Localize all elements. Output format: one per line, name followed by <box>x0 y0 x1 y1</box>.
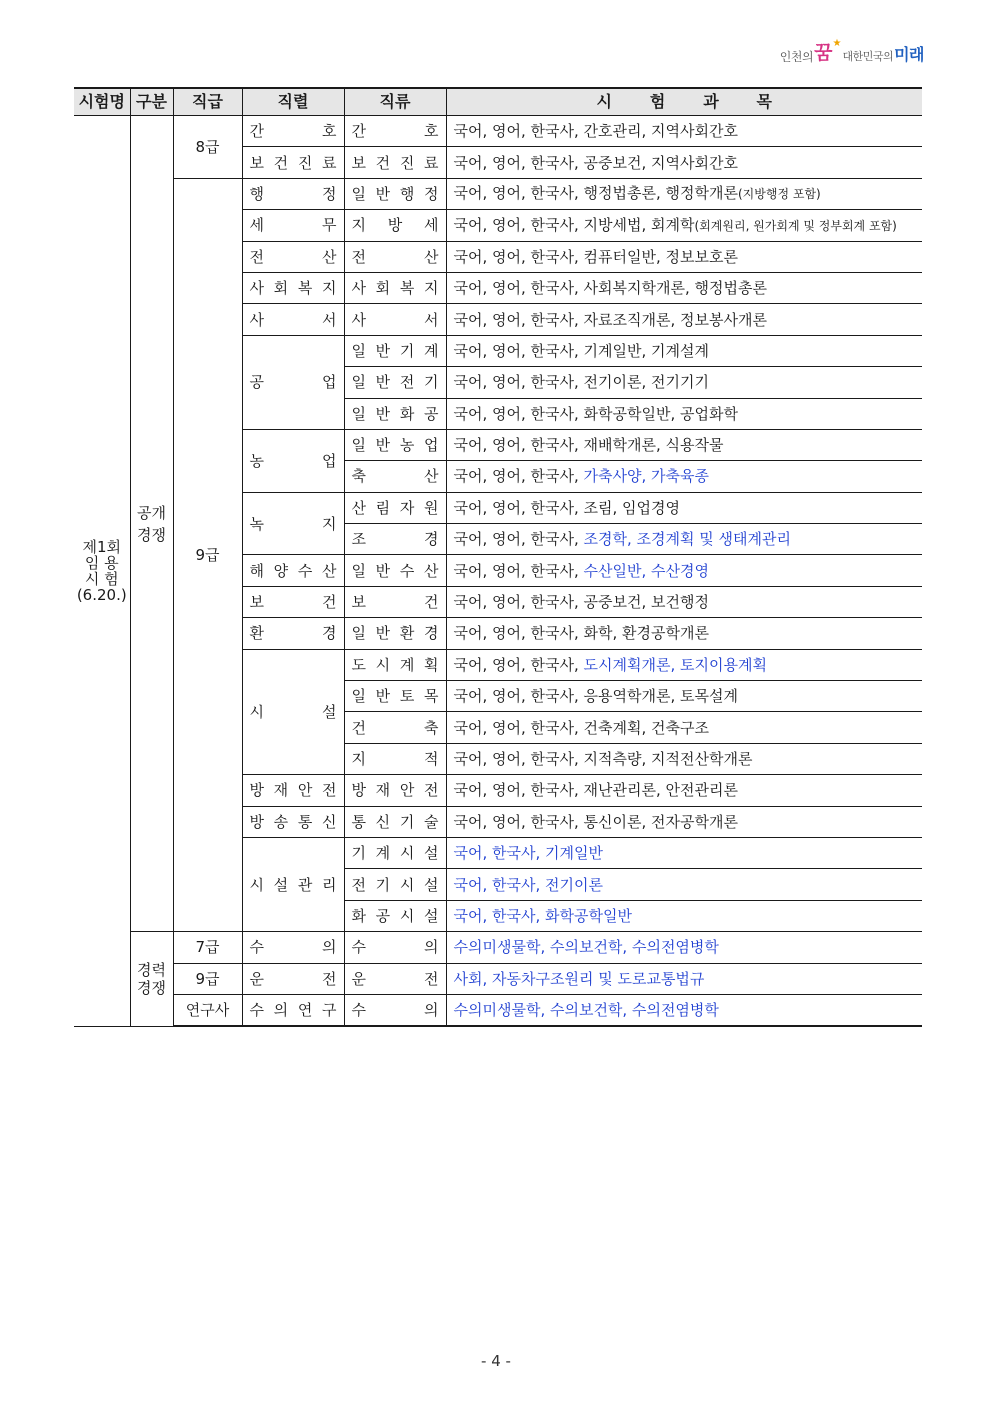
field-cell: 보 건 <box>344 586 446 617</box>
table-row <box>74 994 922 1026</box>
star-icon: ★ <box>832 38 842 49</box>
field-cell: 방 재 안 전 <box>344 775 446 806</box>
field-cell: 산 림 자 원 <box>344 492 446 523</box>
field-cell: 일 반 환 경 <box>344 618 446 649</box>
table-header-row <box>74 88 922 116</box>
header-exam: 시험명 <box>74 88 130 116</box>
subjects-cell: 국어, 영어, 한국사, 공중보건, 지역사회간호 <box>446 147 922 178</box>
field-cell: 지 적 <box>344 743 446 774</box>
header-grade: 직급 <box>173 88 242 116</box>
field-cell: 도 시 계 획 <box>344 649 446 680</box>
field-cell: 간 호 <box>344 116 446 147</box>
logo-text-korea: 대한민국의 <box>842 50 894 63</box>
header-series: 직렬 <box>242 88 344 116</box>
subjects-cell: 국어, 영어, 한국사, 통신이론, 전자공학개론 <box>446 806 922 837</box>
subjects-cell: 국어, 영어, 한국사, 조림, 임업경영 <box>446 492 922 523</box>
series-cell: 수 의 연 구 <box>242 994 344 1026</box>
field-cell: 일 반 농 업 <box>344 429 446 460</box>
field-cell: 일 반 전 기 <box>344 367 446 398</box>
subjects-cell: 국어, 영어, 한국사, 간호관리, 지역사회간호 <box>446 116 922 147</box>
series-cell: 세 무 <box>242 210 344 241</box>
header-field: 직류 <box>344 88 446 116</box>
logo-text-dream: 꿈 ★ <box>814 42 832 64</box>
series-cell: 공 업 <box>242 335 344 429</box>
subjects-cell: 국어, 영어, 한국사, 가축사양, 가축육종 <box>446 461 922 492</box>
logo-text-future: 미래 <box>894 45 924 64</box>
field-cell: 조 경 <box>344 524 446 555</box>
field-cell: 건 축 <box>344 712 446 743</box>
series-cell: 녹 지 <box>242 492 344 555</box>
field-cell: 일 반 기 계 <box>344 335 446 366</box>
header-division: 구분 <box>130 88 173 116</box>
logo-text-incheon: 인천의 <box>779 50 814 64</box>
subjects-cell: 국어, 영어, 한국사, 컴퓨터일반, 정보보호론 <box>446 241 922 272</box>
subjects-cell: 수의미생물학, 수의보건학, 수의전염병학 <box>446 994 922 1026</box>
table-row <box>74 963 922 994</box>
series-cell: 사 서 <box>242 304 344 335</box>
exam-round: 제1회 임 용 시 험 (6.20.) <box>74 116 130 1027</box>
grade-7: 7급 <box>173 932 242 963</box>
grade-8: 8급 <box>173 116 242 179</box>
grade-researcher: 연구사 <box>173 994 242 1026</box>
field-cell: 운 전 <box>344 963 446 994</box>
subjects-cell: 사회, 자동차구조원리 및 도로교통법규 <box>446 963 922 994</box>
series-cell: 농 업 <box>242 429 344 492</box>
field-cell: 지 방 세 <box>344 210 446 241</box>
series-cell: 행 정 <box>242 178 344 209</box>
series-cell: 수 의 <box>242 932 344 963</box>
field-cell: 수 의 <box>344 932 446 963</box>
series-cell: 시 설 관 리 <box>242 837 344 931</box>
series-cell: 시 설 <box>242 649 344 775</box>
exam-subjects-table <box>74 87 922 1027</box>
table-row <box>74 178 922 209</box>
series-cell: 해 양 수 산 <box>242 555 344 586</box>
header-subjects: 시 험 과 목 <box>446 88 922 116</box>
field-cell: 일 반 수 산 <box>344 555 446 586</box>
subjects-cell: 국어, 영어, 한국사, 응용역학개론, 토목설계 <box>446 681 922 712</box>
subjects-cell: 국어, 영어, 한국사, 도시계획개론, 토지이용계획 <box>446 649 922 680</box>
subjects-cell: 국어, 한국사, 전기이론 <box>446 869 922 900</box>
field-cell: 일 반 화 공 <box>344 398 446 429</box>
subjects-cell: 수의미생물학, 수의보건학, 수의전염병학 <box>446 932 922 963</box>
series-cell: 방 재 안 전 <box>242 775 344 806</box>
table-row <box>74 116 922 147</box>
division-open: 공개 경쟁 <box>130 116 173 932</box>
series-cell: 방 송 통 신 <box>242 806 344 837</box>
series-cell: 사 회 복 지 <box>242 272 344 303</box>
series-cell: 보 건 진 료 <box>242 147 344 178</box>
field-cell: 기 계 시 설 <box>344 837 446 868</box>
field-cell: 보 건 진 료 <box>344 147 446 178</box>
subjects-cell: 국어, 영어, 한국사, 화학, 환경공학개론 <box>446 618 922 649</box>
subjects-cell: 국어, 영어, 한국사, 공중보건, 보건행정 <box>446 586 922 617</box>
field-cell: 일 반 행 정 <box>344 178 446 209</box>
series-cell: 운 전 <box>242 963 344 994</box>
subjects-cell: 국어, 영어, 한국사, 전기이론, 전기기기 <box>446 367 922 398</box>
field-cell: 사 회 복 지 <box>344 272 446 303</box>
field-cell: 수 의 <box>344 994 446 1026</box>
series-cell: 보 건 <box>242 586 344 617</box>
field-cell: 전 기 시 설 <box>344 869 446 900</box>
field-cell: 통 신 기 술 <box>344 806 446 837</box>
page-number: - 4 - <box>481 1352 511 1370</box>
subjects-cell: 국어, 영어, 한국사, 화학공학일반, 공업화학 <box>446 398 922 429</box>
division-career: 경력 경쟁 <box>130 932 173 1027</box>
subjects-cell: 국어, 영어, 한국사, 재난관리론, 안전관리론 <box>446 775 922 806</box>
field-cell: 일 반 토 목 <box>344 681 446 712</box>
subjects-cell: 국어, 영어, 한국사, 지방세법, 회계학(회계원리, 원가회계 및 정부회계 포함) <box>446 210 922 241</box>
subjects-cell: 국어, 한국사, 기계일반 <box>446 837 922 868</box>
subjects-cell: 국어, 영어, 한국사, 조경학, 조경계획 및 생태계관리 <box>446 524 922 555</box>
grade-9-career: 9급 <box>173 963 242 994</box>
table-row <box>74 932 922 963</box>
series-cell: 전 산 <box>242 241 344 272</box>
subjects-cell: 국어, 영어, 한국사, 기계일반, 기계설계 <box>446 335 922 366</box>
subjects-cell: 국어, 영어, 한국사, 행정법총론, 행정학개론(지방행정 포함) <box>446 178 922 209</box>
subjects-cell: 국어, 한국사, 화학공학일반 <box>446 900 922 931</box>
field-cell: 전 산 <box>344 241 446 272</box>
subjects-cell: 국어, 영어, 한국사, 지적측량, 지적전산학개론 <box>446 743 922 774</box>
field-cell: 사 서 <box>344 304 446 335</box>
subjects-cell: 국어, 영어, 한국사, 수산일반, 수산경영 <box>446 555 922 586</box>
field-cell: 축 산 <box>344 461 446 492</box>
subjects-cell: 국어, 영어, 한국사, 재배학개론, 식용작물 <box>446 429 922 460</box>
series-cell: 환 경 <box>242 618 344 649</box>
subjects-cell: 국어, 영어, 한국사, 사회복지학개론, 행정법총론 <box>446 272 922 303</box>
subjects-cell: 국어, 영어, 한국사, 자료조직개론, 정보봉사개론 <box>446 304 922 335</box>
grade-9: 9급 <box>173 178 242 931</box>
logo <box>780 34 924 64</box>
subjects-cell: 국어, 영어, 한국사, 건축계획, 건축구조 <box>446 712 922 743</box>
series-cell: 간 호 <box>242 116 344 147</box>
field-cell: 화 공 시 설 <box>344 900 446 931</box>
